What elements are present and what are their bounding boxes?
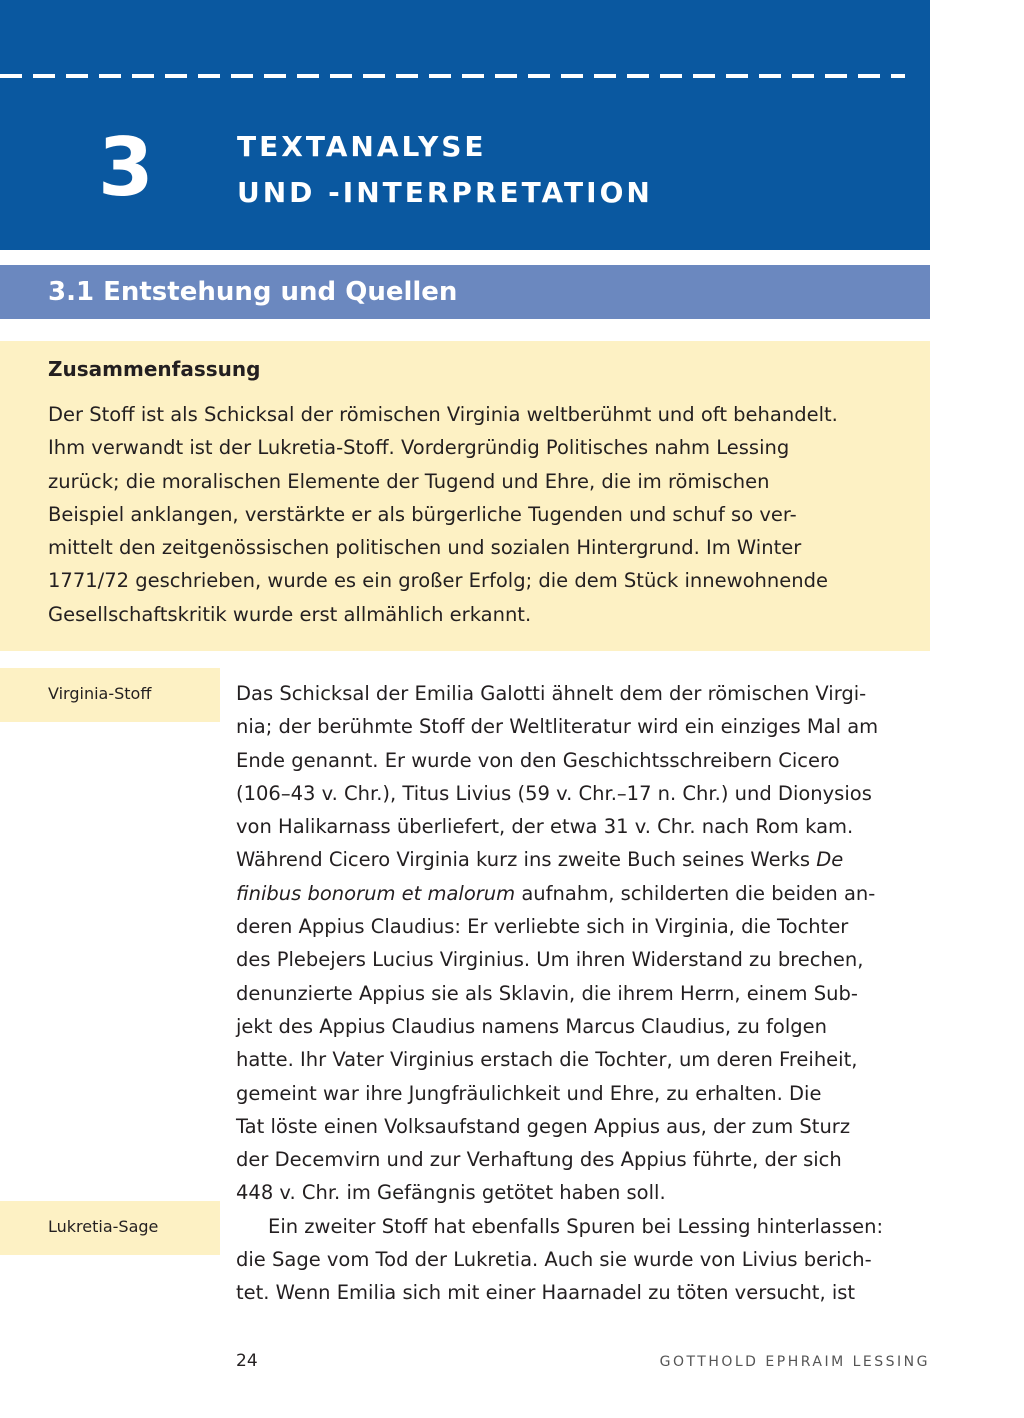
body-text xyxy=(236,677,930,1310)
margin-note-label: Virginia-Stoff xyxy=(48,684,152,703)
summary-line: Gesellschaftskritik wurde erst allmählich erkannt. xyxy=(48,602,532,626)
body-text-run: Während Cicero Virginia kurz ins zweite Buch seines Werks xyxy=(236,848,817,872)
body-line: von Halikarnass überliefert, der etwa 31 v. Chr. nach Rom kam. xyxy=(236,815,854,839)
body-text-run: aufnahm, schilderten die beiden an- xyxy=(515,881,876,905)
body-line: Ein zweiter Stoff hat ebenfalls Spuren bei Lessing hinterlassen: xyxy=(268,1214,884,1238)
margin-note-lukretia xyxy=(0,1201,220,1255)
summary-line: 1771/72 geschrieben, wurde es ein großer Erfolg; die dem Stück innewohnende xyxy=(48,569,828,593)
body-line: Das Schicksal der Emilia Galotti ähnelt dem der römischen Virgi- xyxy=(236,682,867,705)
page-number: 24 xyxy=(236,1351,258,1371)
body-line: deren Appius Claudius: Er verliebte sich in Virginia, die Tochter xyxy=(236,915,849,939)
dashed-divider xyxy=(0,74,905,78)
summary-line: zurück; die moralischen Elemente der Tugend und Ehre, die im römischen xyxy=(48,469,770,493)
chapter-title-line2: UND -INTERPRETATION xyxy=(237,176,653,209)
summary-line: mittelt den zeitgenössischen politischen und sozialen Hintergrund. Im Winter xyxy=(48,536,802,560)
body-line: Tat löste einen Volksaufstand gegen Appius aus, der zum Sturz xyxy=(236,1114,851,1138)
margin-note-virginia xyxy=(0,668,220,722)
chapter-header xyxy=(0,0,930,250)
summary-line: Ihm verwandt ist der Lukretia-Stoff. Vordergründig Politisches nahm Lessing xyxy=(48,436,790,460)
body-line xyxy=(236,843,930,876)
body-line: hatte. Ihr Vater Virginius erstach die Tochter, um deren Freiheit, xyxy=(236,1048,858,1072)
chapter-number: 3 xyxy=(98,121,154,214)
running-footer-title: GOTTHOLD EPHRAIM LESSING xyxy=(659,1354,930,1370)
margin-note-label: Lukretia-Sage xyxy=(48,1217,159,1236)
work-title-italic: De xyxy=(816,848,844,872)
body-line: jekt des Appius Claudius namens Marcus Claudius, zu folgen xyxy=(236,1014,827,1038)
body-line: (106–43 v. Chr.), Titus Livius (59 v. Chr.–17 n. Chr.) und Dionysios xyxy=(236,781,872,805)
summary-box xyxy=(0,341,930,651)
body-line: der Decemvirn und zur Verhaftung des Appius führte, der sich xyxy=(236,1148,842,1172)
body-line: gemeint war ihre Jungfräulichkeit und Ehre, zu erhalten. Die xyxy=(236,1081,822,1105)
body-line: tet. Wenn Emilia sich mit einer Haarnadel zu töten versucht, ist xyxy=(236,1281,856,1305)
summary-line: Beispiel anklangen, verstärkte er als bürgerliche Tugenden und schuf so ver- xyxy=(48,502,797,526)
body-line: 448 v. Chr. im Gefängnis getötet haben soll. xyxy=(236,1181,666,1205)
summary-heading: Zusammenfassung xyxy=(48,357,261,381)
section-heading-bar xyxy=(0,265,930,319)
body-line xyxy=(236,877,930,910)
body-line: Ende genannt. Er wurde von den Geschichtsschreibern Cicero xyxy=(236,748,840,772)
body-line: des Plebejers Lucius Virginius. Um ihren Widerstand zu brechen, xyxy=(236,948,864,972)
summary-text xyxy=(48,398,906,631)
chapter-title-line1: TEXTANALYSE xyxy=(237,130,487,163)
section-title: 3.1 Entstehung und Quellen xyxy=(48,277,458,307)
body-line: nia; der berühmte Stoff der Weltliteratur wird ein einziges Mal am xyxy=(236,715,879,739)
work-title-italic: finibus bonorum et malorum xyxy=(236,881,516,905)
body-line: die Sage vom Tod der Lukretia. Auch sie wurde von Livius berich- xyxy=(236,1248,872,1272)
summary-line: Der Stoff ist als Schicksal der römischen Virginia weltberühmt und oft behandelt. xyxy=(48,403,838,426)
body-line: denunzierte Appius sie als Sklavin, die ihrem Herrn, einem Sub- xyxy=(236,981,858,1005)
